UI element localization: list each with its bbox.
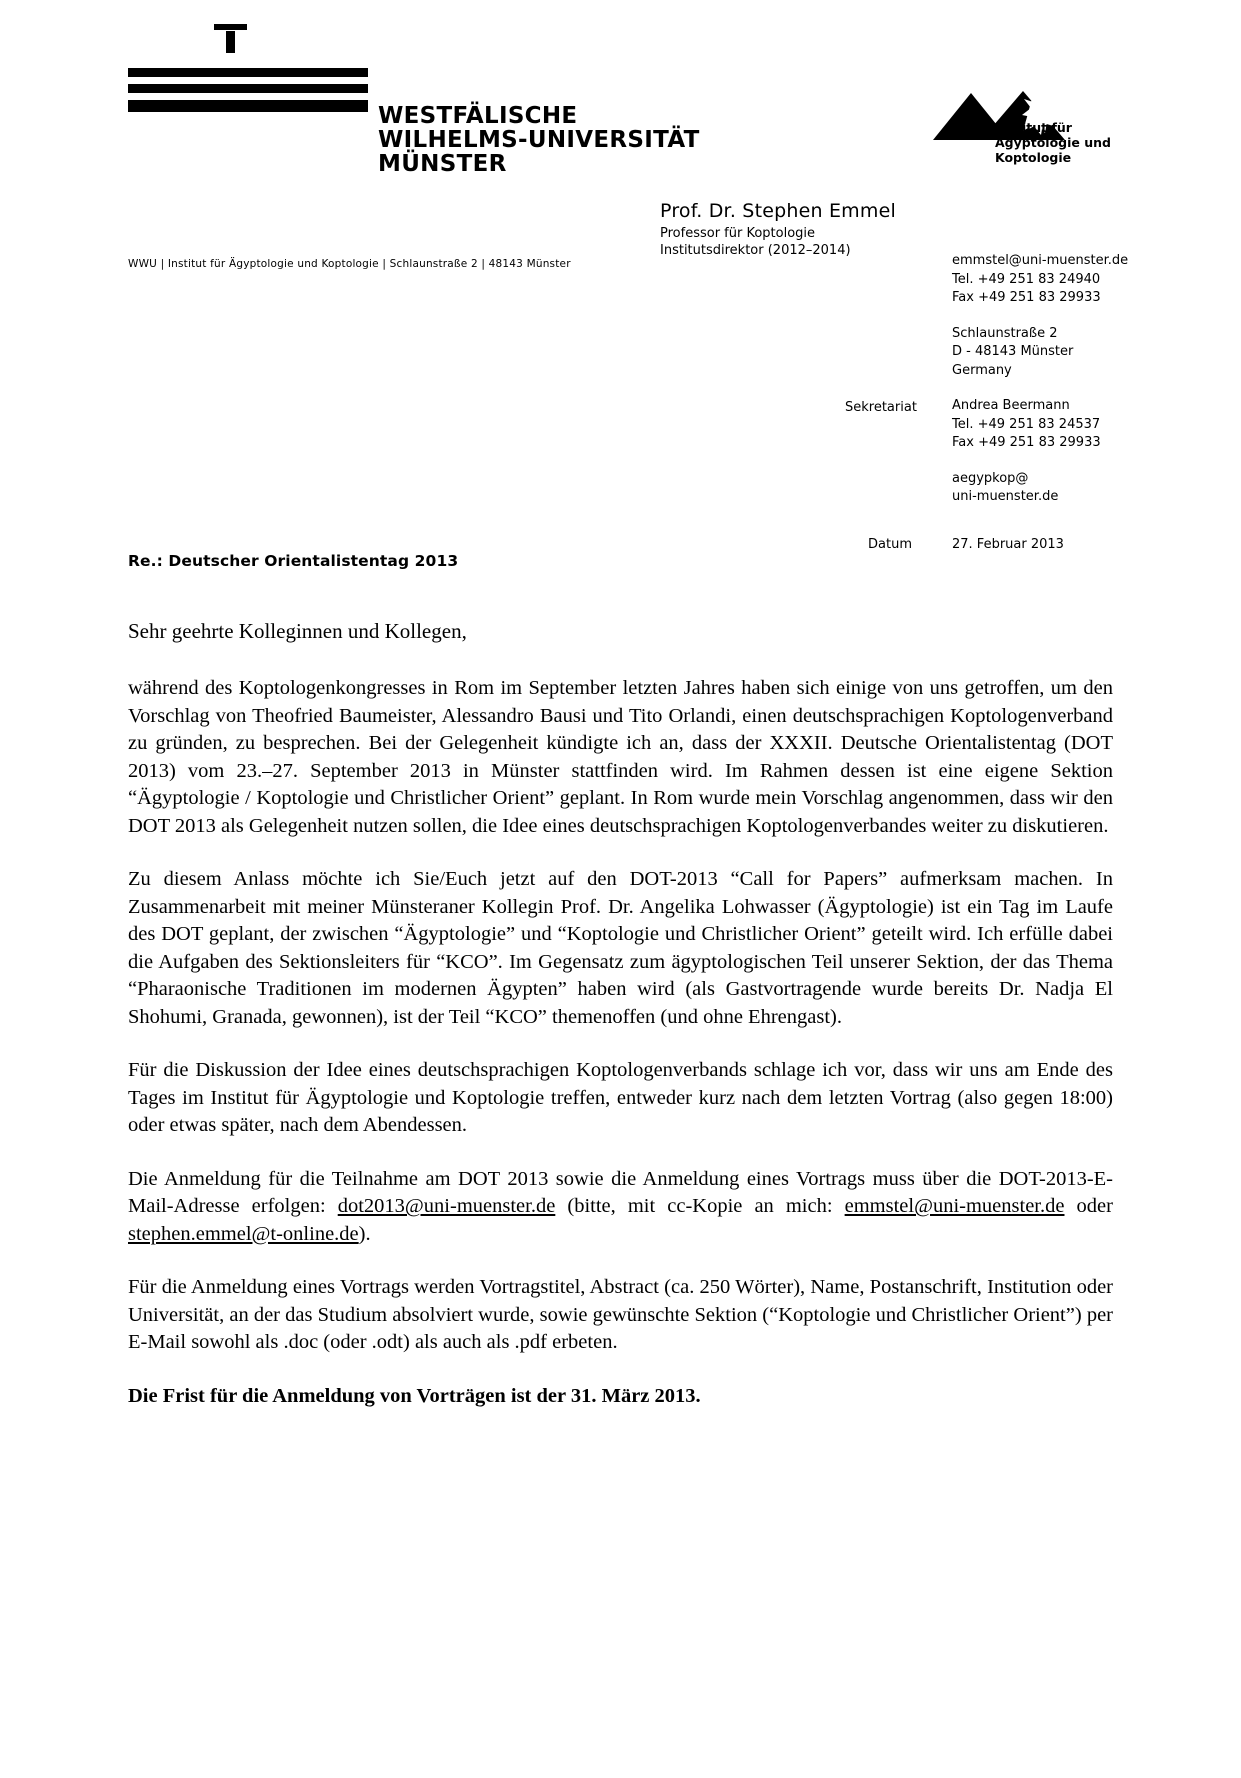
contact-group-direct xyxy=(952,252,1241,308)
sender-role-line-2: Institutsdirektor (2012–2014) xyxy=(660,243,851,258)
contact-address-line-1: Schlaunstraße 2 xyxy=(952,325,1058,341)
letter-paragraph-2: Zu diesem Anlass möchte ich Sie/Euch jetzt auf den DOT-2013 “Call for Papers” aufmerksam machen. In Zusammenarbeit mit meiner Münsteraner Kollegin Prof. Dr. Angelika Lohwasser (Ägyptologie) ist ein Tag im Laufe des DOT geplant, der zwischen “Ägyptologie” und “Koptologie und Christlicher Orient” geteilt wird. Ich erfülle dabei die Aufgaben des Sektionsleiters für “KCO”. Im Gegensatz zum ägyptologischen Teil unserer Sektion, der das Thema “Pharaonische Traditionen im modernen Ägypten” haben wird (als Gastvortragende wurde bereits Dr. Nadja El Shohumi, Granada, gewonnen), ist der Teil “KCO” themenoffen (und ohne Ehrengast). xyxy=(128,868,1113,1028)
wwu-logo-tick-top xyxy=(214,24,247,30)
contact-group-address xyxy=(952,325,1241,381)
institute-logo-line-1: Institut für xyxy=(995,120,1072,135)
letter-subject: Re.: Deutscher Orientalistentag 2013 xyxy=(128,552,459,570)
emmstel-email-link[interactable]: emmstel@uni-muenster.de xyxy=(844,1195,1065,1217)
university-name-line-2: WILHELMS-UNIVERSITÄT xyxy=(378,127,700,153)
office-email-line-1[interactable]: aegypkop@ xyxy=(952,470,1029,486)
university-name xyxy=(378,104,700,176)
letter-paragraph-1: während des Koptologenkongresses in Rom im September letzten Jahres haben sich einige von uns getroffen, um den Vorschlag von Theofried Baumeister, Alessandro Bausi und Tito Orlandi, einen deutschsprachigen Koptologenverband zu gründen, zu besprechen. Bei der Gelegenheit kündigte ich an, dass der XXXII. Deutsche Orientalistentag (DOT 2013) vom 23.–27. September 2013 in Münster stattfinden wird. Im Rahmen dessen ist eine eigene Sektion “Ägyptologie / Koptologie und Christlicher Orient” geplant. In Rom wurde mein Vorschlag angenommen, dass wir den DOT 2013 als Gelegenheit nutzen sollen, die Idee eines deutschsprachigen Koptologenverbandes weiter zu diskutieren. xyxy=(128,677,1113,837)
date-label: Datum xyxy=(868,537,912,552)
wwu-logo-mark xyxy=(128,68,368,119)
institute-logo xyxy=(923,85,1113,165)
letter-salutation: Sehr geehrte Kolleginnen und Kollegen, xyxy=(128,619,467,643)
secretariat-name: Andrea Beermann xyxy=(952,398,1070,413)
university-name-line-3: MÜNSTER xyxy=(378,151,507,177)
contact-tel: Tel. +49 251 83 24940 xyxy=(952,271,1101,287)
sender-address-line: WWU | Institut für Ägyptologie und Koptologie | Schlaunstraße 2 | 48143 Münster xyxy=(128,258,571,270)
letter-paragraph-3: Für die Diskussion der Idee eines deutschsprachigen Koptologenverbands schlage ich vor, dass wir uns am Ende des Tages im Institut für Ägyptologie und Koptologie treffen, entweder kurz nach dem letzten Vortrag (also gegen 18:00) oder etwas später, nach dem Abendessen. xyxy=(128,1059,1113,1136)
sender-role xyxy=(660,225,896,259)
sender-person-block xyxy=(660,200,896,259)
contact-group-office-email xyxy=(952,470,1241,507)
dot2013-email-link[interactable]: dot2013@uni-muenster.de xyxy=(337,1195,556,1217)
wwu-logo-bar-3 xyxy=(128,100,368,112)
letterhead xyxy=(0,60,1241,190)
institute-logo-line-2: Ägyptologie und Koptologie xyxy=(995,135,1111,165)
paragraph-4-text-pre: Die Anmeldung für die Teilnahme am DOT 2013 sowie die Anmeldung eines Vortrags muss über die DOT-2013-E-Mail-Adresse erfolgen: xyxy=(128,1167,1113,1217)
contact-address-line-3: Germany xyxy=(952,362,1012,378)
office-email-line-2[interactable]: uni-muenster.de xyxy=(952,489,1059,504)
institute-logo-text xyxy=(995,120,1113,165)
wwu-logo-tick xyxy=(226,31,235,53)
letter-body xyxy=(128,552,1113,1410)
contact-fax: Fax +49 251 83 29933 xyxy=(952,290,1101,305)
contact-column xyxy=(952,252,1241,524)
contact-address-line-2: D - 48143 Münster xyxy=(952,344,1074,359)
letter-paragraph-5: Für die Anmeldung eines Vortrags werden Vortragstitel, Abstract (ca. 250 Wörter), Name, Postanschrift, Institution oder Universität, an der das Studium absolviert wurde, sowie gewünschte Sektion (“Koptologie und Christlicher Orient”) per E-Mail sowohl als .doc (oder .odt) als auch als .pdf erbeten. xyxy=(128,1276,1113,1353)
secretariat-fax: Fax +49 251 83 29933 xyxy=(952,435,1101,450)
paragraph-4-text-mid-2: oder xyxy=(1064,1195,1113,1217)
letter-paragraph-4 xyxy=(128,1166,1113,1249)
contact-group-secretariat xyxy=(952,397,1241,453)
paragraph-4-text-post: ). xyxy=(358,1222,371,1245)
sender-role-line-1: Professor für Koptologie xyxy=(660,226,816,241)
letter-deadline: Die Frist für die Anmeldung von Vorträgen ist der 31. März 2013. xyxy=(128,1384,701,1407)
secretariat-label: Sekretariat xyxy=(845,400,917,415)
secretariat-tel: Tel. +49 251 83 24537 xyxy=(952,416,1101,432)
wwu-logo-bar-1 xyxy=(128,68,368,77)
wwu-logo-bar-2 xyxy=(128,84,368,93)
date-value: 27. Februar 2013 xyxy=(952,537,1064,552)
stephen-emmel-email-link[interactable]: stephen.emmel@t-online.de xyxy=(128,1222,359,1245)
university-name-line-1: WESTFÄLISCHE xyxy=(378,103,578,129)
sender-name: Prof. Dr. Stephen Emmel xyxy=(660,200,896,222)
paragraph-4-text-mid-1: (bitte, mit cc-Kopie an mich: xyxy=(555,1195,845,1217)
contact-email[interactable]: emmstel@uni-muenster.de xyxy=(952,253,1129,268)
